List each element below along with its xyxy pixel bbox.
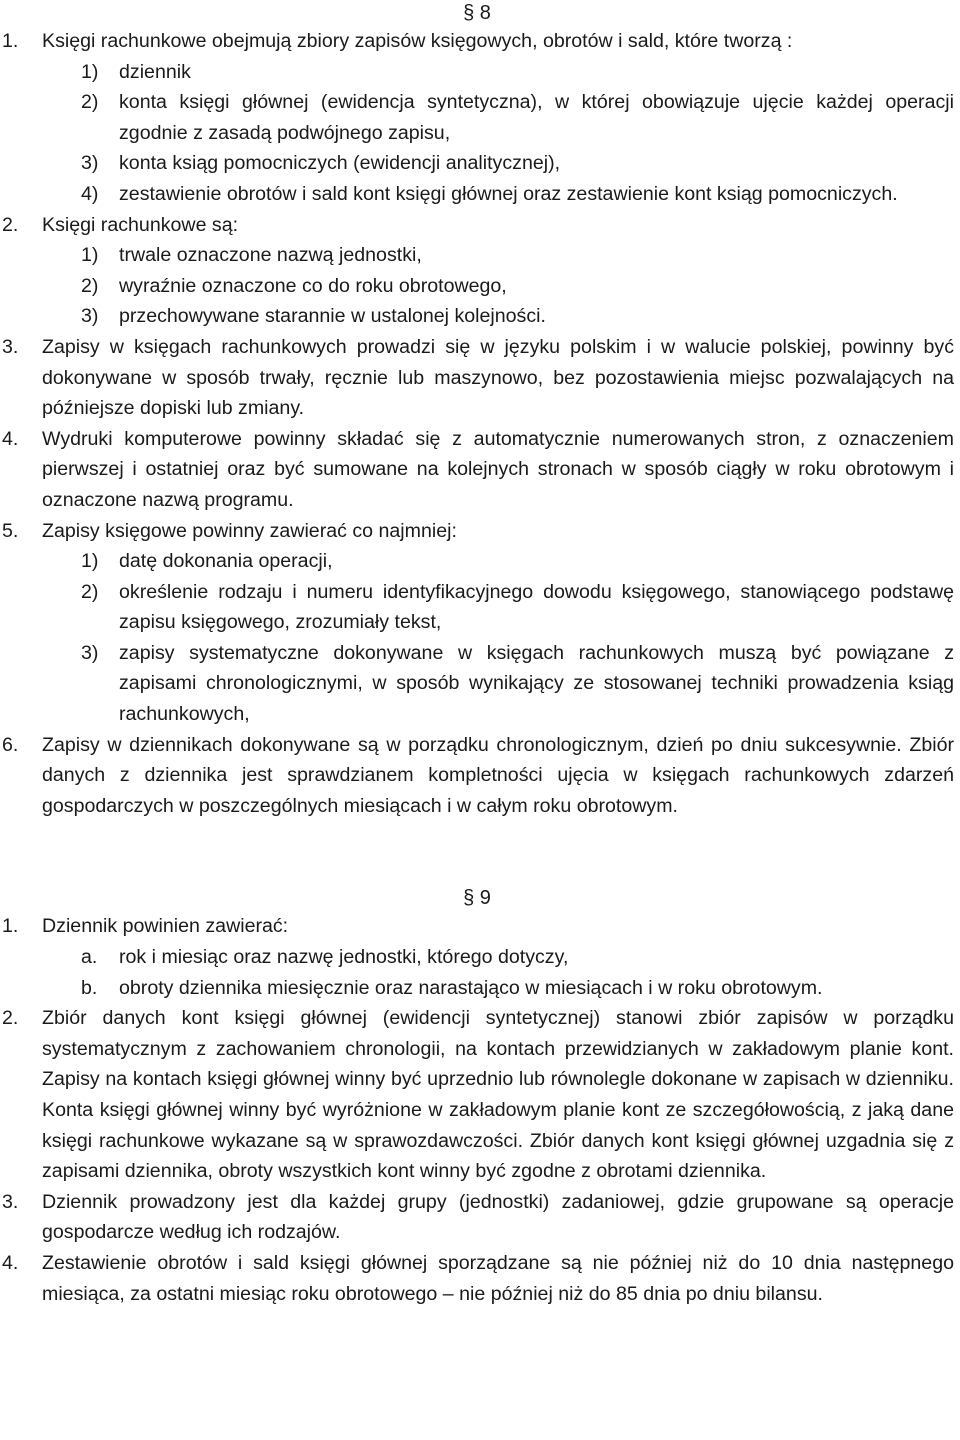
item-text: Dziennik powinien zawierać: bbox=[42, 915, 289, 938]
s8-item-5-sub-2 bbox=[0, 577, 954, 638]
item-number: 3. bbox=[2, 335, 19, 358]
subitem-text: konta księgi głównej (ewidencja syntetyczna), w której obowiązuje ujęcie każdej operacji zgodnie z zasadą podwójnego zapisu, bbox=[119, 91, 954, 144]
s8-item-1-sub-1 bbox=[0, 57, 954, 88]
s9-item-4 bbox=[0, 1248, 954, 1309]
subitem-number: 2) bbox=[81, 274, 99, 297]
item-number: 3. bbox=[2, 1190, 19, 1213]
subitem-text: rok i miesiąc oraz nazwę jednostki, którego dotyczy, bbox=[119, 946, 569, 969]
subitem-text: określenie rodzaju i numeru identyfikacyjnego dowodu księgowego, stanowiącego podstawę zapisu księgowego, zrozumiały tekst, bbox=[119, 580, 954, 634]
item-number: 5. bbox=[2, 519, 19, 542]
item-text: Zbiór danych kont księgi głównej (ewidencji syntetycznej) stanowi zbiór zapisów w porządku systematycznym z zachowaniem chronologii, na kontach przewidzianych w zakładowym planie kont. Zapisy na kontach księgi głównej winny być uprzednio lub równolegle dokonane w zapisach w dzienniku. Konta księgi głównej winny być wyróżnione w zakładowym planie kont ze szczegółowością, z jaką dane księgi rachunkowe wykazane są w sprawozdawczości. Zbiór danych kont księgi głównej uzgadnia się z zapisami dziennika, obroty wszystkich kont winny być zgodne z obrotami dziennika. bbox=[42, 1007, 954, 1183]
s8-item-5-sub-3 bbox=[0, 638, 954, 730]
s9-item-1-sub-a bbox=[0, 942, 954, 973]
s8-item-2-sub-1 bbox=[0, 240, 954, 271]
subitem-number: 1) bbox=[81, 550, 99, 573]
subitem-number: 3) bbox=[81, 641, 99, 664]
item-text: Księgi rachunkowe obejmują zbiory zapisów księgowych, obrotów i sald, które tworzą : bbox=[42, 30, 793, 52]
s8-item-2-sub-2 bbox=[0, 271, 954, 302]
item-text: Zapisy w księgach rachunkowych prowadzi się w języku polskim i w walucie polskiej, powinny być dokonywane w sposób trwały, ręcznie lub maszynowo, bez pozostawienia miejsc pozwalających na późniejsze dopiski lub zmiany. bbox=[42, 335, 954, 420]
item-text: Księgi rachunkowe są: bbox=[42, 213, 239, 236]
subitem-number: 3) bbox=[81, 305, 99, 328]
subitem-number: 3) bbox=[81, 152, 99, 175]
item-text: Zapisy w dziennikach dokonywane są w porządku chronologicznym, dzień po dniu sukcesywnie. Zbiór danych z dziennika jest sprawdzianem kompletności ujęcia w księgach rachunkowych zdarzeń gospodarczych w poszczególnych miesiącach i w całym roku obrotowym. bbox=[42, 733, 954, 817]
s8-item-6 bbox=[0, 730, 954, 822]
item-number: 6. bbox=[2, 733, 19, 756]
subitem-text: dziennik bbox=[119, 60, 191, 83]
s8-item-1-sub-2 bbox=[0, 87, 954, 148]
s8-item-1 bbox=[0, 26, 954, 57]
subitem-text: trwale oznaczone nazwą jednostki, bbox=[119, 244, 422, 267]
subitem-text: zestawienie obrotów i sald kont księgi głównej oraz zestawienie kont ksiąg pomocniczych. bbox=[119, 182, 898, 205]
item-text: Wydruki komputerowe powinny składać się z automatycznie numerowanych stron, z oznaczeniem pierwszej i ostatniej oraz być sumowane na kolejnych stronach w sposób ciągły w roku obrotowym i oznaczone nazwą programu. bbox=[42, 427, 954, 511]
s9-item-3 bbox=[0, 1187, 954, 1248]
s8-item-5-sub-1 bbox=[0, 546, 954, 577]
subitem-number: 1) bbox=[81, 244, 99, 267]
s8-item-5 bbox=[0, 516, 954, 547]
subitem-text: wyraźnie oznaczone co do roku obrotowego, bbox=[119, 274, 507, 297]
section-9-heading: § 9 bbox=[463, 887, 491, 910]
section-spacer bbox=[0, 821, 954, 869]
s8-item-3 bbox=[0, 332, 954, 424]
subitem-number: 2) bbox=[81, 91, 99, 114]
subitem-number: 4) bbox=[81, 182, 99, 205]
subitem-text: konta ksiąg pomocniczych (ewidencji analitycznej), bbox=[119, 152, 561, 175]
s8-item-2-sub-3 bbox=[0, 301, 954, 332]
item-text: Zestawienie obrotów i sald księgi głównej sporządzane są nie później niż do 10 dnia następnego miesiąca, za ostatni miesiąc roku obrotowego – nie później niż do 85 dnia po dniu bilansu. bbox=[42, 1251, 954, 1305]
item-number: 2. bbox=[2, 213, 19, 236]
subitem-text: zapisy systematyczne dokonywane w księgach rachunkowych muszą być powiązane z zapisami chronologicznymi, w sposób wynikający ze stosowanej techniki prowadzenia ksiąg rachunkowych, bbox=[119, 641, 954, 726]
s8-item-1-sub-4 bbox=[0, 179, 954, 210]
s9-item-2 bbox=[0, 1003, 954, 1187]
subitem-letter: b. bbox=[81, 976, 98, 999]
item-number: 4. bbox=[2, 427, 19, 450]
s9-item-1-sub-b bbox=[0, 973, 954, 1004]
section-8-heading: § 8 bbox=[463, 2, 491, 24]
s8-item-2 bbox=[0, 210, 954, 241]
subitem-text: obroty dziennika miesięcznie oraz narastająco w miesiącach i w roku obrotowym. bbox=[119, 976, 823, 999]
item-text: Zapisy księgowe powinny zawierać co najmniej: bbox=[42, 519, 457, 542]
subitem-text: przechowywane starannie w ustalonej kolejności. bbox=[119, 305, 546, 328]
item-number: 1. bbox=[2, 30, 19, 52]
s8-item-4 bbox=[0, 424, 954, 516]
s9-item-1 bbox=[0, 911, 954, 942]
item-number: 2. bbox=[2, 1007, 19, 1030]
subitem-text: datę dokonania operacji, bbox=[119, 550, 333, 573]
item-number: 1. bbox=[2, 915, 19, 938]
s8-item-1-sub-3 bbox=[0, 148, 954, 179]
item-text: Dziennik prowadzony jest dla każdej grupy (jednostki) zadaniowej, gdzie grupowane są operacje gospodarcze według ich rodzajów. bbox=[42, 1190, 954, 1244]
subitem-number: 2) bbox=[81, 580, 99, 603]
subitem-number: 1) bbox=[81, 60, 99, 83]
subitem-letter: a. bbox=[81, 946, 98, 969]
item-number: 4. bbox=[2, 1251, 19, 1274]
